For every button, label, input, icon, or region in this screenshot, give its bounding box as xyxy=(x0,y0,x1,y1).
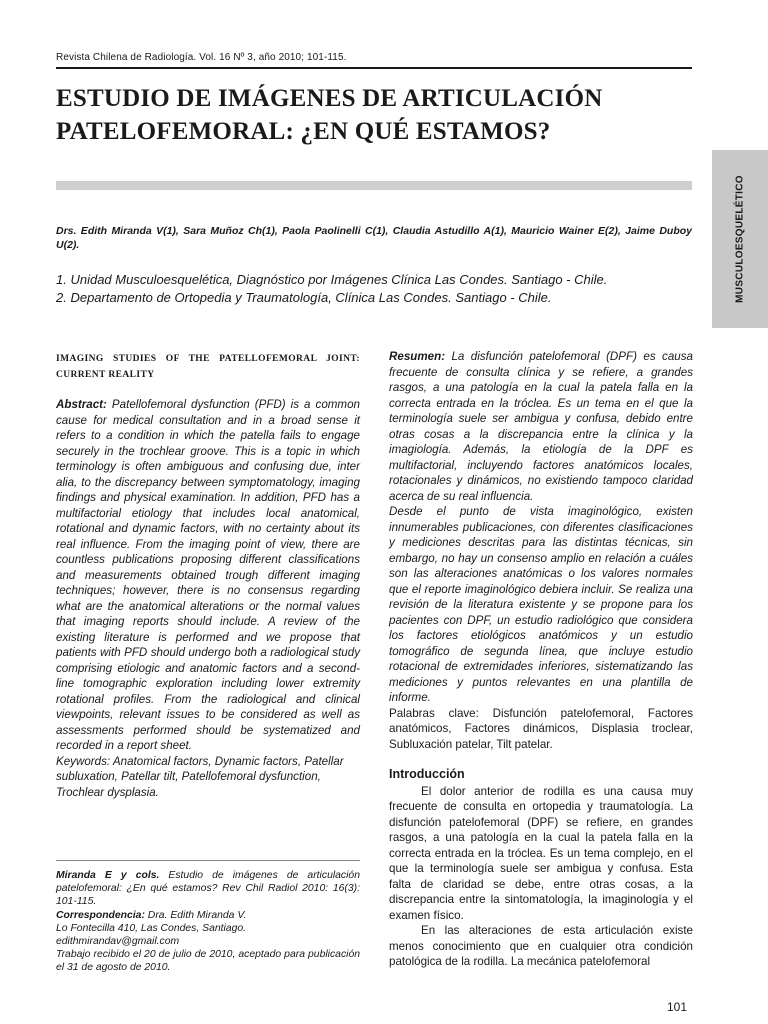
resumen-paragraph-2: Desde el punto de vista imaginológico, existen innumerables publicaciones, con diferentes clasificaciones y mediciones descritas para las distintas técnicas, sin embargo, no hay un consenso amplio en relación a cuáles son las alteraciones anatómicas o los valores normales que el reporte imaginológico debiera incluir. Se realiza una revisión de la literatura existente y se propone para los pacientes con DPF, un estudio radiológico que considera los factores etiológicos anatómicos y un estudio tomográfico de segunda línea, que incluye estudio rotacional de extremidades inferiores, sistematizando las mediciones y puntos relevantes en una plantilla de informe. xyxy=(389,505,693,704)
citation-block xyxy=(56,869,360,975)
citation-divider xyxy=(56,860,360,861)
keywords: Keywords: Anatomical factors, Dynamic factors, Patellar subluxation, Patellar tilt, Patellofemoral dysfunction, Trochlear dysplasia. xyxy=(56,754,344,799)
intro-paragraph-1: El dolor anterior de rodilla es una causa muy frecuente de consulta en ortopedia y traumatología. La disfunción patelofemoral (DPF) se refiere, en grandes rasgos, a una patología en la cual la patela falla en la correcta entrada en la tróclea. Es un tema complejo, en el que la terminología suele ser ambigua y confusa. Esta falta de claridad se debe, entre otras cosas, a la discrepancia entre la sintomatología, la imaginología y el examen físico. xyxy=(389,784,693,922)
correspondence xyxy=(56,909,360,922)
journal-reference: Revista Chilena de Radiología. Vol. 16 Nº 3, año 2010; 101-115. xyxy=(56,52,347,63)
resumen-paragraph-1: La disfunción patelofemoral (DPF) es causa frecuente de consulta clínica y se refiere, a grandes rasgos, a una patología en la cual la patela falla en la correcta entrada en la tróclea. Es un tema en el que la terminología suele ser ambigua y confusa, debido entre otras cosas a la discrepancia entre la clínica y la imagiología. Además, la etiología de la DPF es multifactorial, incluyendo factores anatómicos locales, rotacionales y dinámicos, no existiendo tampoco claridad acerca de su real influencia. xyxy=(389,350,693,503)
title-divider-bar xyxy=(56,181,692,190)
citation-reference xyxy=(56,869,360,909)
citation-text: Estudio de imágenes de articulación patelofemoral: ¿En qué estamos? Rev Chil Radiol 2010: 16(3): 101-115. xyxy=(56,870,360,908)
author-list: Drs. Edith Miranda V(1), Sara Muñoz Ch(1), Paola Paolinelli C(1), Claudia Astudillo A(1), Mauricio Wainer E(2), Jaime Duboy U(2). xyxy=(56,225,692,251)
page-number: 101 xyxy=(667,1000,688,1014)
affiliation-1: 1. Unidad Musculoesquelética, Diagnóstico por Imágenes Clínica Las Condes. Santiago - Chile. xyxy=(56,272,608,287)
resumen-label: Resumen: xyxy=(389,350,446,363)
left-column xyxy=(56,351,360,800)
affiliations xyxy=(56,271,696,307)
intro-heading: Introducción xyxy=(389,767,465,781)
title-line-2: PATELOFEMORAL: ¿EN QUÉ ESTAMOS? xyxy=(56,118,551,145)
abstract-label: Abstract: xyxy=(56,398,107,411)
correspondence-name: Dra. Edith Miranda V. xyxy=(144,909,247,921)
affiliation-2: 2. Departamento de Ortopedia y Traumatología, Clínica Las Condes. Santiago - Chile. xyxy=(56,290,552,305)
palabras-clave: Palabras clave: Disfunción patelofemoral, Factores anatómicos, Factores dinámicos, Displasia troclear, Subluxación patelar, Tilt patelar. xyxy=(389,706,693,751)
correspondence-email[interactable]: edithmirandav@gmail.com xyxy=(56,936,180,948)
article-title xyxy=(56,82,696,148)
english-title: IMAGING STUDIES OF THE PATELLOFEMORAL JOINT: CURRENT REALITY xyxy=(56,354,360,380)
received-dates: Trabajo recibido el 20 de julio de 2010, aceptado para publicación el 31 de agosto de 2010. xyxy=(56,949,360,974)
correspondence-address: Lo Fontecilla 410, Las Condes, Santiago. xyxy=(56,922,247,934)
abstract xyxy=(56,397,360,754)
title-line-1: ESTUDIO DE IMÁGENES DE ARTICULACIÓN xyxy=(56,85,603,112)
section-tab-label: MUSCULOESQUELÉTICO xyxy=(734,175,746,303)
introduction xyxy=(389,784,693,970)
section-tab xyxy=(712,150,768,328)
right-column xyxy=(389,349,693,970)
resumen xyxy=(389,349,693,504)
correspondence-label: Correspondencia: xyxy=(56,909,145,921)
abstract-text: Patellofemoral dysfunction (PFD) is a common cause for medical consultation and in a broad sense it refers to a condition in which the patella fails to engage securely in the trochlear groove. This is a topic in which terminology is often ambiguous and confusing due, inter alia, to the discrepancy between symptomatology, imaging findings and physical examination. In addition, PFD has a multifactorial etiology that includes local anatomical, rotational and dynamic factors, with no certainty about its real influence. From the imaging point of view, there are countless publications proposing different classifications and measurements obtained trough different imaging techniques; however, there is no consensus regarding what are the anatomical alterations or the normal values that imaging reports should include. A review of the existing literature is performed and we propose that patients with PFD should undergo both a radiological study comprising etiologic and anatomic factors and a second-line tomographic exploration including lower extremity rotational profiles. From the radiological and clinical viewpoints, relevant issues to be considered as well as assessments performed should be systematized and recorded in a report sheet. xyxy=(56,398,360,752)
header-rule xyxy=(56,67,692,69)
intro-paragraph-2: En las alteraciones de esta articulación existe menos conocimiento que en cualquier otra condición patológica de la rodilla. La mecánica patelofemoral xyxy=(389,924,693,968)
citation-authors: Miranda E y cols. xyxy=(56,870,160,881)
